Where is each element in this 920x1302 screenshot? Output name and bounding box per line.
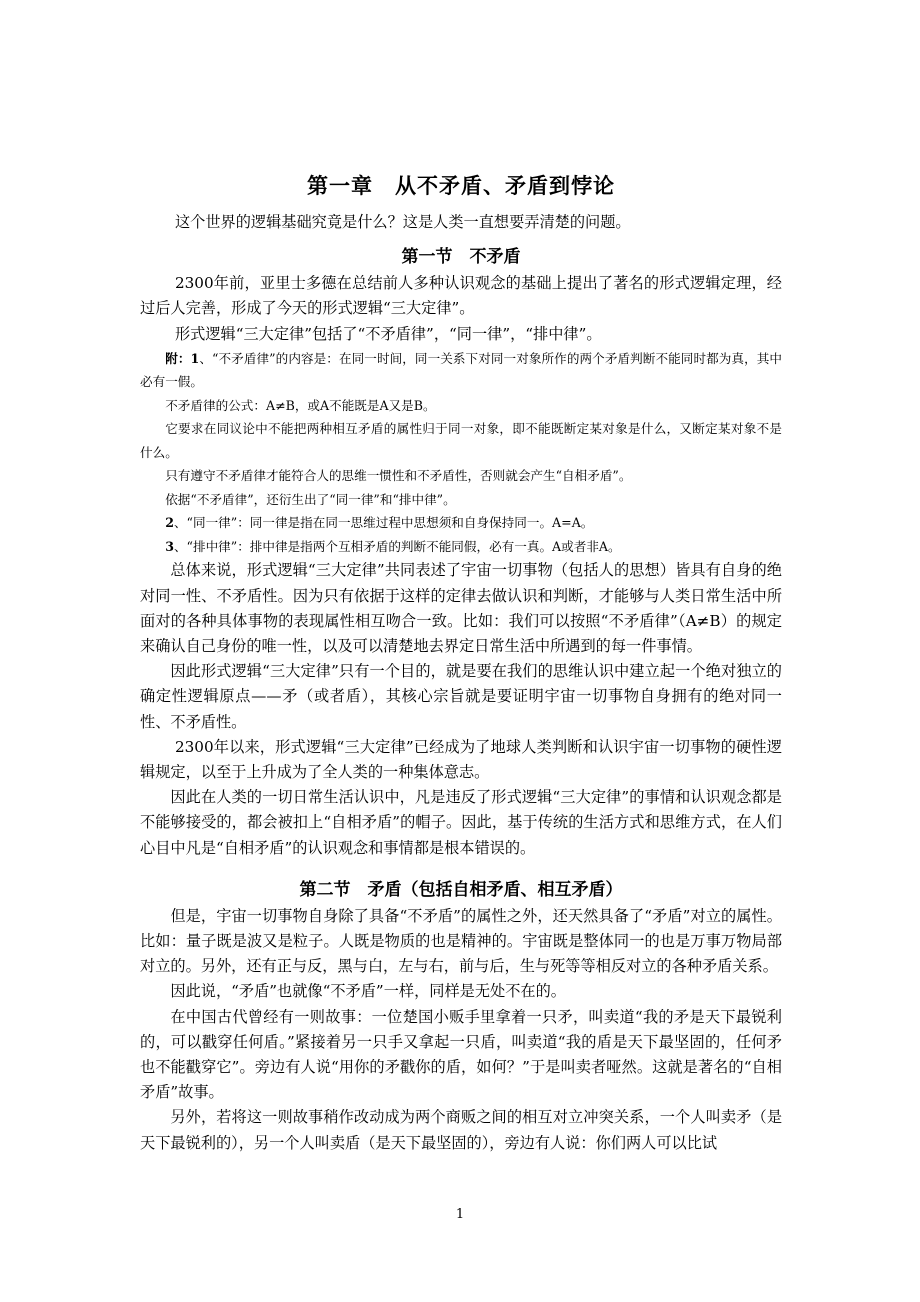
paragraph: 但是，宇宙一切事物自身除了具备“不矛盾”的属性之外，还天然具备了“矛盾”对立的属性。比如：量子既是波又是粒子。人既是物质的也是精神的。宇宙既是整体同一的也是万事万物局部对立的。另外，还有正与反，黑与白，左与右，前与后，生与死等等相反对立的各种矛盾关系。 [140,906,782,976]
page-content [140,170,782,1156]
note-1 [140,347,782,394]
note-3-text: 、“排中律”：排中律是指两个互相矛盾的判断不能同假，必有一真。A或者非A。 [173,538,621,554]
section-1-title: 第一节 不矛盾 [401,247,521,268]
chapter-title: 第一章 从不矛盾、矛盾到悖论 [307,173,615,198]
note-2-label: 2 [165,515,174,531]
paragraph: 形式逻辑“三大定律”包括了“不矛盾律”，“同一律”，“排中律”。 [174,324,602,343]
paragraph: 总体来说，形式逻辑“三大定律”共同表述了宇宙一切事物（包括人的思想）皆具有自身的绝对同一性、不矛盾性。因为只有依据于这样的定律去做认识和判断，才能够与人类日常生活中所面对的各种具体事物的表现属性相互吻合一致。比如：我们可以按照“不矛盾律”（A≠B）的规定来确认自己身份的唯一性，以及可以清楚地去界定日常生活中所遇到的每一件事情。 [140,561,782,655]
note-2-text: 、“同一律”：同一律是指在同一思维过程中思想须和自身保持同一。A=A。 [173,515,594,531]
note-requirement: 它要求在同议论中不能把两种相互矛盾的属性归于同一对象，即不能既断定某对象是什么，又断定某对象不是什么。 [140,421,782,460]
note-consistency: 只有遵守不矛盾律才能符合人的思维一惯性和不矛盾性，否则就会产生“自相矛盾”。 [165,468,632,484]
note-2 [140,511,782,535]
note-3 [140,535,782,559]
section-2-title: 第二节 矛盾（包括自相矛盾、相互矛盾） [299,879,623,900]
note-derived: 依据“不矛盾律”，还衍生出了“同一律”和“排中律”。 [165,491,456,507]
paragraph: 在中国古代曾经有一则故事：一位楚国小贩手里拿着一只矛，叫卖道“我的矛是天下最锐利的，可以戳穿任何盾。”紧接着另一只手又拿起一只盾，叫卖道“我的盾是天下最坚固的，任何矛也不能戳穿它”。旁边有人说“用你的矛戳你的盾，如何？”于是叫卖者哑然。这就是著名的“自相矛盾”故事。 [140,1007,782,1102]
paragraph: 2300年前，亚里士多德在总结前人多种认识观念的基础上提出了著名的形式逻辑定理，经过后人完善，形成了今天的形式逻辑“三大定律”。 [140,274,782,318]
note-formula: 不矛盾律的公式：A≠B，或A不能既是A又是B。 [165,397,436,413]
note-3-label: 3 [165,538,174,554]
paragraph: 2300年以来，形式逻辑“三大定律”已经成为了地球人类判断和认识宇宙一切事物的硬性逻辑规定，以至于上升成为了全人类的一种集体意志。 [140,737,782,781]
paragraph: 因此说，“矛盾”也就像“不矛盾”一样，同样是无处不在的。 [170,982,566,1001]
intro-paragraph: 这个世界的逻辑基础究竟是什么？这是人类一直想要弄清楚的问题。 [174,213,631,231]
note-1-text: 、“不矛盾律”的内容是：在同一时间，同一关系下对同一对象所作的两个矛盾判断不能同时都为真，其中必有一假。 [140,350,782,390]
note-1-label: 附：1 [165,350,200,366]
page-number: 1 [455,1207,465,1222]
paragraph: 另外，若将这一则故事稍作改动成为两个商贩之间的相互对立冲突关系，一个人叫卖矛（是天下最锐利的），另一个人叫卖盾（是天下最坚固的），旁边有人说：你们两人可以比试 [140,1108,782,1152]
paragraph: 因此形式逻辑“三大定律”只有一个目的，就是要在我们的思维认识中建立起一个绝对独立的确定性逻辑原点——矛（或者盾），其核心宗旨就是要证明宇宙一切事物自身拥有的绝对同一性、不矛盾性。 [140,662,782,731]
paragraph: 因此在人类的一切日常生活认识中，凡是违反了形式逻辑“三大定律”的事情和认识观念都是不能够接受的，都会被扣上“自相矛盾”的帽子。因此，基于传统的生活方式和思维方式，在人们心目中凡是“自相矛盾”的认识观念和事情都是根本错误的。 [140,788,782,857]
